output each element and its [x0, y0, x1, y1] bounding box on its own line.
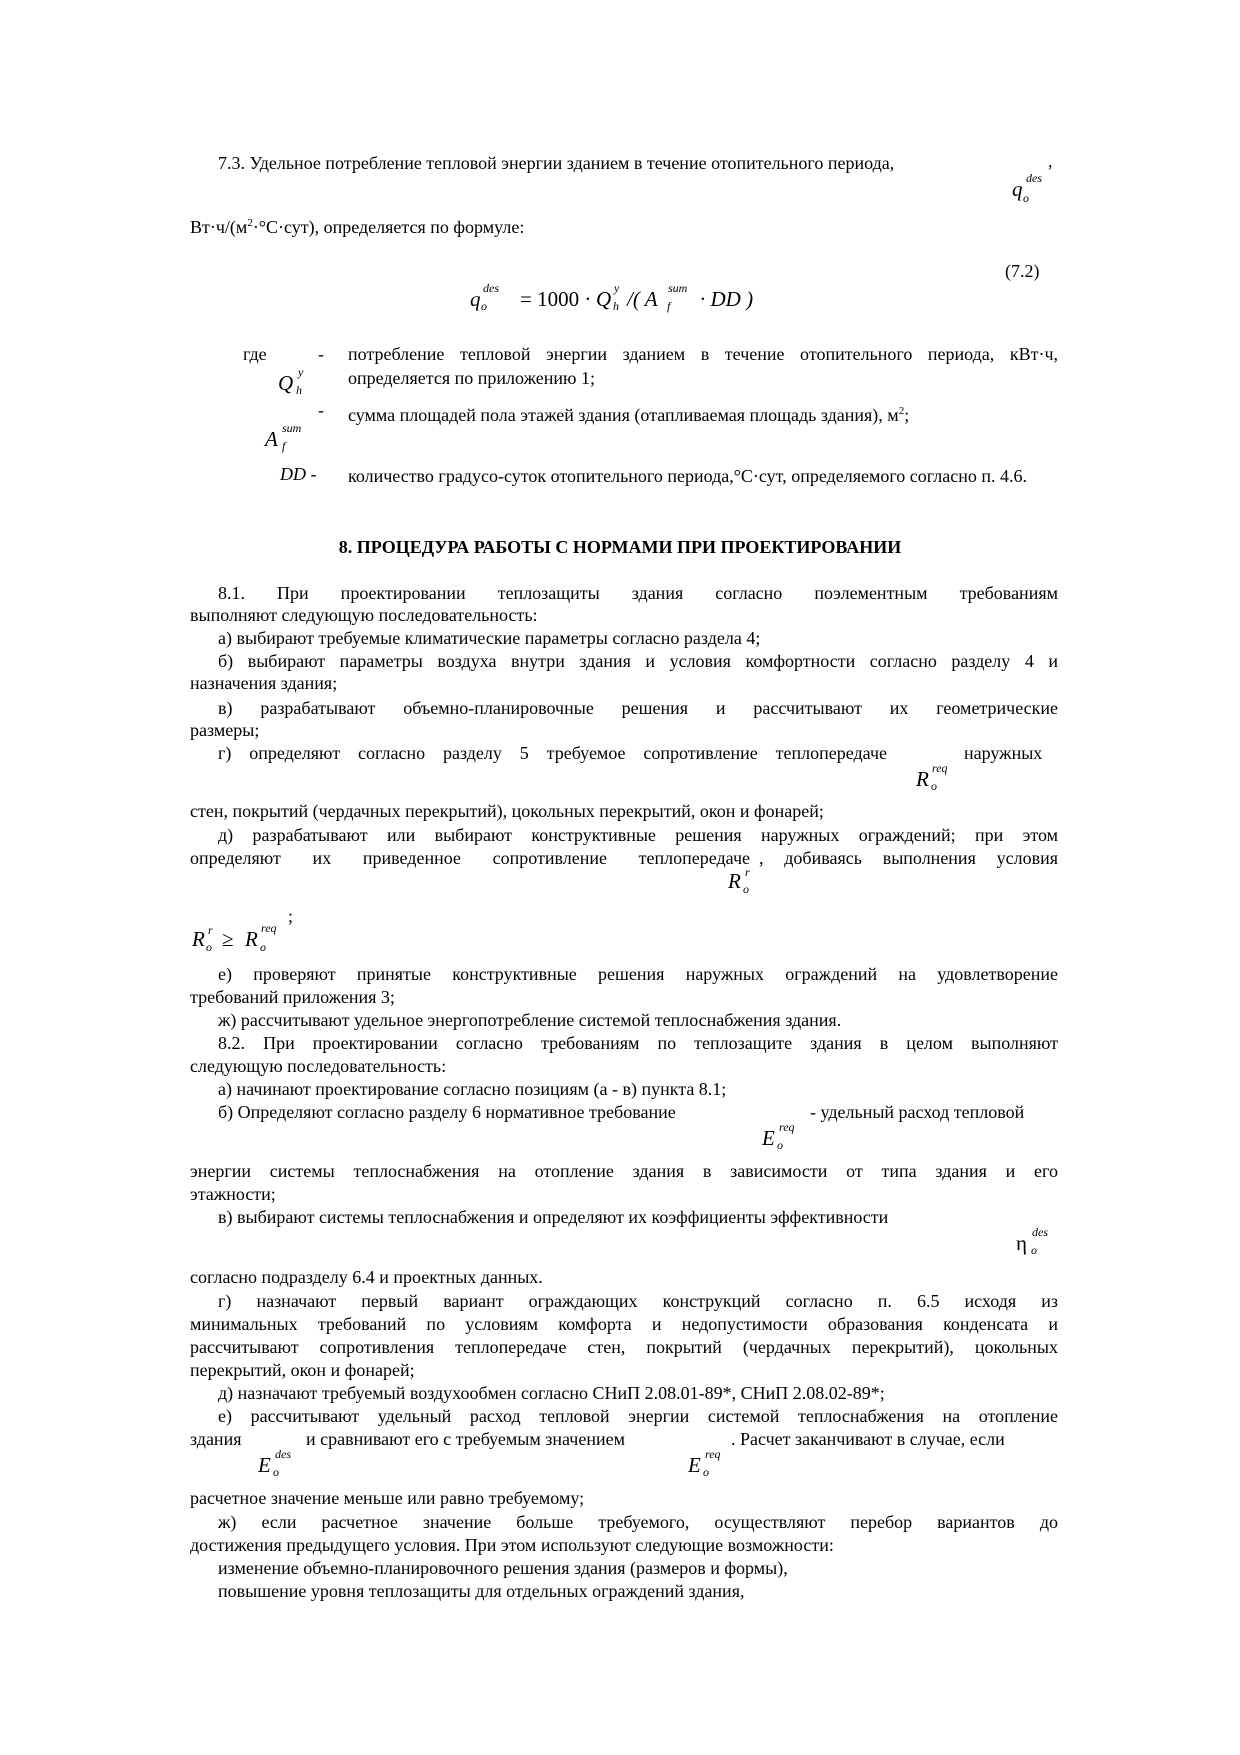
line-30a: здания: [190, 1429, 242, 1449]
formula-Q-sub: h: [613, 299, 619, 313]
defs-dash-2: -: [318, 400, 324, 420]
condition-R-right-sup: req: [261, 921, 277, 935]
condition-R-left-sub: o: [206, 940, 212, 954]
def-Q-text: потребление тепловой энергии зданием в течение отопительного периода, кВт·ч, определяется по приложению 1;: [348, 344, 1058, 388]
line-27: перекрытий, окон и фонарей;: [190, 1360, 415, 1380]
formula-Q-sup: y: [614, 281, 620, 295]
condition-geq: ≥: [222, 927, 234, 951]
line-19a: б) Определяют согласно разделу 6 нормативное требование: [218, 1102, 676, 1122]
line-34: изменение объемно-планировочного решения здания (размеров и формы),: [218, 1558, 788, 1578]
def-A-text-a: сумма площадей пола этажей здания (отапливаемая площадь здания), м: [348, 405, 899, 425]
symbol-eta-des: η: [1016, 1231, 1027, 1255]
unit-part-b: ·°С·сут), определяется по формуле:: [252, 217, 525, 237]
def-Q-symbol: Q: [278, 371, 294, 395]
formula-A-sub: f: [667, 299, 671, 313]
line-01: 8.1. При проектировании теплозащиты здания согласно поэлементным требованиям: [218, 583, 1058, 603]
symbol-Eo-des-sub: o: [273, 1465, 279, 1479]
p73-comma: ,: [1048, 151, 1053, 171]
def-A-text: [348, 400, 909, 426]
condition-R-right: R: [245, 927, 258, 951]
formula-q-sub: o: [481, 299, 487, 313]
line-15: ж) рассчитывают удельное энергопотребление системой теплоснабжения здания.: [218, 1010, 842, 1030]
line-03: а) выбирают требуемые климатические параметры согласно раздела 4;: [218, 628, 761, 648]
symbol-Eo-des: E: [258, 1453, 271, 1477]
formula-q-sup: des: [483, 281, 499, 295]
line-28: д) назначают требуемый воздухообмен согласно СНиП 2.08.01-89*, СНиП 2.08.02-89*;: [218, 1383, 885, 1403]
line-26: рассчитывают сопротивления теплопередаче стен, покрытий (чердачных перекрытий), цокольных: [190, 1337, 1058, 1357]
def-Q-sup: y: [298, 365, 304, 379]
line-18: а) начинают проектирование согласно позициям (а - в) пункта 8.1;: [218, 1079, 727, 1099]
line-08b: наружных: [964, 743, 1043, 763]
symbol-Ro-r-sup: r: [745, 865, 750, 879]
symbol-eta-des-sup: des: [1032, 1225, 1048, 1239]
formula-q: q: [470, 287, 481, 311]
symbol-Ro-req-sub: o: [931, 779, 937, 793]
formula-tail: · DD ): [700, 287, 754, 311]
def-Q-sub: h: [296, 383, 302, 397]
symbol-q-des-sub: o: [1023, 191, 1029, 205]
def-A-text-sup: 2: [898, 405, 905, 417]
def-A-symbol: A: [265, 427, 278, 451]
line-29: е) рассчитывают удельный расход тепловой энергии системой теплоснабжения на отопление: [218, 1406, 1058, 1426]
line-24: г) назначают первый вариант ограждающих конструкций согласно п. 6.5 исходя из: [218, 1291, 1058, 1311]
line-08a: г) определяют согласно разделу 5 требуемое сопротивление теплопередаче: [218, 743, 887, 763]
line-13: е) проверяют принятые конструктивные решения наружных ограждений на удовлетворение: [218, 964, 1058, 984]
line-32: ж) если расчетное значение больше требуемого, осуществляют перебор вариантов до: [218, 1512, 1058, 1532]
line-21: этажности;: [190, 1184, 276, 1204]
symbol-q-des-sup: des: [1026, 171, 1042, 185]
line-05: назначения здания;: [190, 673, 338, 693]
line-06: в) разрабатывают объемно-планировочные решения и рассчитывают их геометрические: [218, 698, 1058, 718]
symbol-Eo-req-2-sub: o: [703, 1465, 709, 1479]
line-31: расчетное значение меньше или равно требуемому;: [190, 1488, 585, 1508]
line-12: ;: [288, 906, 294, 926]
formula-7-2: [470, 288, 481, 310]
symbol-Eo-req: E: [762, 1126, 775, 1150]
formula-Q: Q: [596, 287, 612, 311]
line-19b: - удельный расход тепловой: [810, 1102, 1025, 1122]
line-16: 8.2. При проектировании согласно требованиям по теплозащите здания в целом выполняют: [218, 1033, 1058, 1053]
symbol-eta-des-sub: o: [1031, 1243, 1037, 1257]
symbol-Ro-r-sub: o: [743, 882, 749, 896]
condition-R-right-sub: o: [260, 940, 266, 954]
section-8-heading: 8. ПРОЦЕДУРА РАБОТЫ С НОРМАМИ ПРИ ПРОЕКТИРОВАНИИ: [338, 537, 902, 557]
line-07: размеры;: [190, 720, 260, 740]
symbol-Eo-req-2-sup: req: [705, 1447, 721, 1461]
p73-line1: 7.3. Удельное потребление тепловой энергии зданием в течение отопительного периода,: [218, 153, 895, 173]
line-14: требований приложения 3;: [190, 987, 395, 1007]
line-22: в) выбирают системы теплоснабжения и определяют их коэффициенты эффективности: [218, 1207, 889, 1227]
line-17: следующую последовательность:: [190, 1056, 447, 1076]
p73-unit: [190, 212, 524, 238]
symbol-q-des: [1012, 178, 1023, 200]
def-A-text-b: ;: [904, 405, 910, 425]
def-A-sub: f: [282, 439, 286, 453]
def-A-sup: sum: [282, 421, 302, 435]
line-11a: определяют их приведенное сопротивление теплопередаче: [190, 848, 750, 868]
line-35: повышение уровня теплозащиты для отдельных ограждений здания,: [218, 1581, 745, 1601]
symbol-Ro-r: R: [728, 869, 741, 893]
def-DD-symbol: DD -: [280, 464, 317, 484]
formula-equals: = 1000 ·: [520, 287, 592, 311]
def-DD-text: количество градусо-суток отопительного периода,°С·сут, определяемого согласно п. 4.6.: [348, 466, 1027, 486]
unit-sup: 2: [247, 217, 253, 229]
symbol-Ro-req: R: [916, 767, 929, 791]
defs-where: где: [243, 344, 267, 364]
line-02: выполняют следующую последовательность:: [190, 605, 538, 625]
line-20: энергии системы теплоснабжения на отопление здания в зависимости от типа здания и его: [190, 1161, 1058, 1181]
line-04: б) выбирают параметры воздуха внутри здания и условия комфортности согласно разделу 4 и: [218, 651, 1058, 671]
symbol-q: q: [1012, 177, 1023, 201]
formula-A: /( A: [627, 287, 658, 311]
line-23: согласно подразделу 6.4 и проектных данных.: [190, 1267, 543, 1287]
condition-R-left: R: [192, 927, 205, 951]
symbol-Eo-des-sup: des: [275, 1447, 291, 1461]
line-10: д) разрабатывают или выбирают конструктивные решения наружных ограждений; при этом: [218, 825, 1058, 845]
symbol-Eo-req-2: E: [688, 1453, 701, 1477]
formula-A-sup: sum: [668, 281, 688, 295]
line-25: минимальных требований по условиям комфорта и недопустимости образования конденсата и: [190, 1314, 1058, 1334]
defs-dash-1: -: [318, 344, 324, 364]
line-30c: . Расчет заканчивают в случае, если: [731, 1429, 1005, 1449]
unit-part-a: Вт·ч/(м: [190, 217, 248, 237]
line-30b: и сравнивают его с требуемым значением: [306, 1429, 625, 1449]
line-11b: , добиваясь выполнения условия: [759, 848, 1058, 868]
equation-number: (7.2): [1005, 261, 1040, 281]
line-33: достижения предыдущего условия. При этом используют следующие возможности:: [190, 1535, 834, 1555]
line-09: стен, покрытий (чердачных перекрытий), цокольных перекрытий, окон и фонарей;: [190, 801, 824, 821]
symbol-Ro-req-sup: req: [932, 761, 948, 775]
symbol-Eo-req-sub: o: [777, 1138, 783, 1152]
condition-R-left-sup: r: [208, 923, 213, 937]
symbol-Eo-req-sup: req: [779, 1120, 795, 1134]
